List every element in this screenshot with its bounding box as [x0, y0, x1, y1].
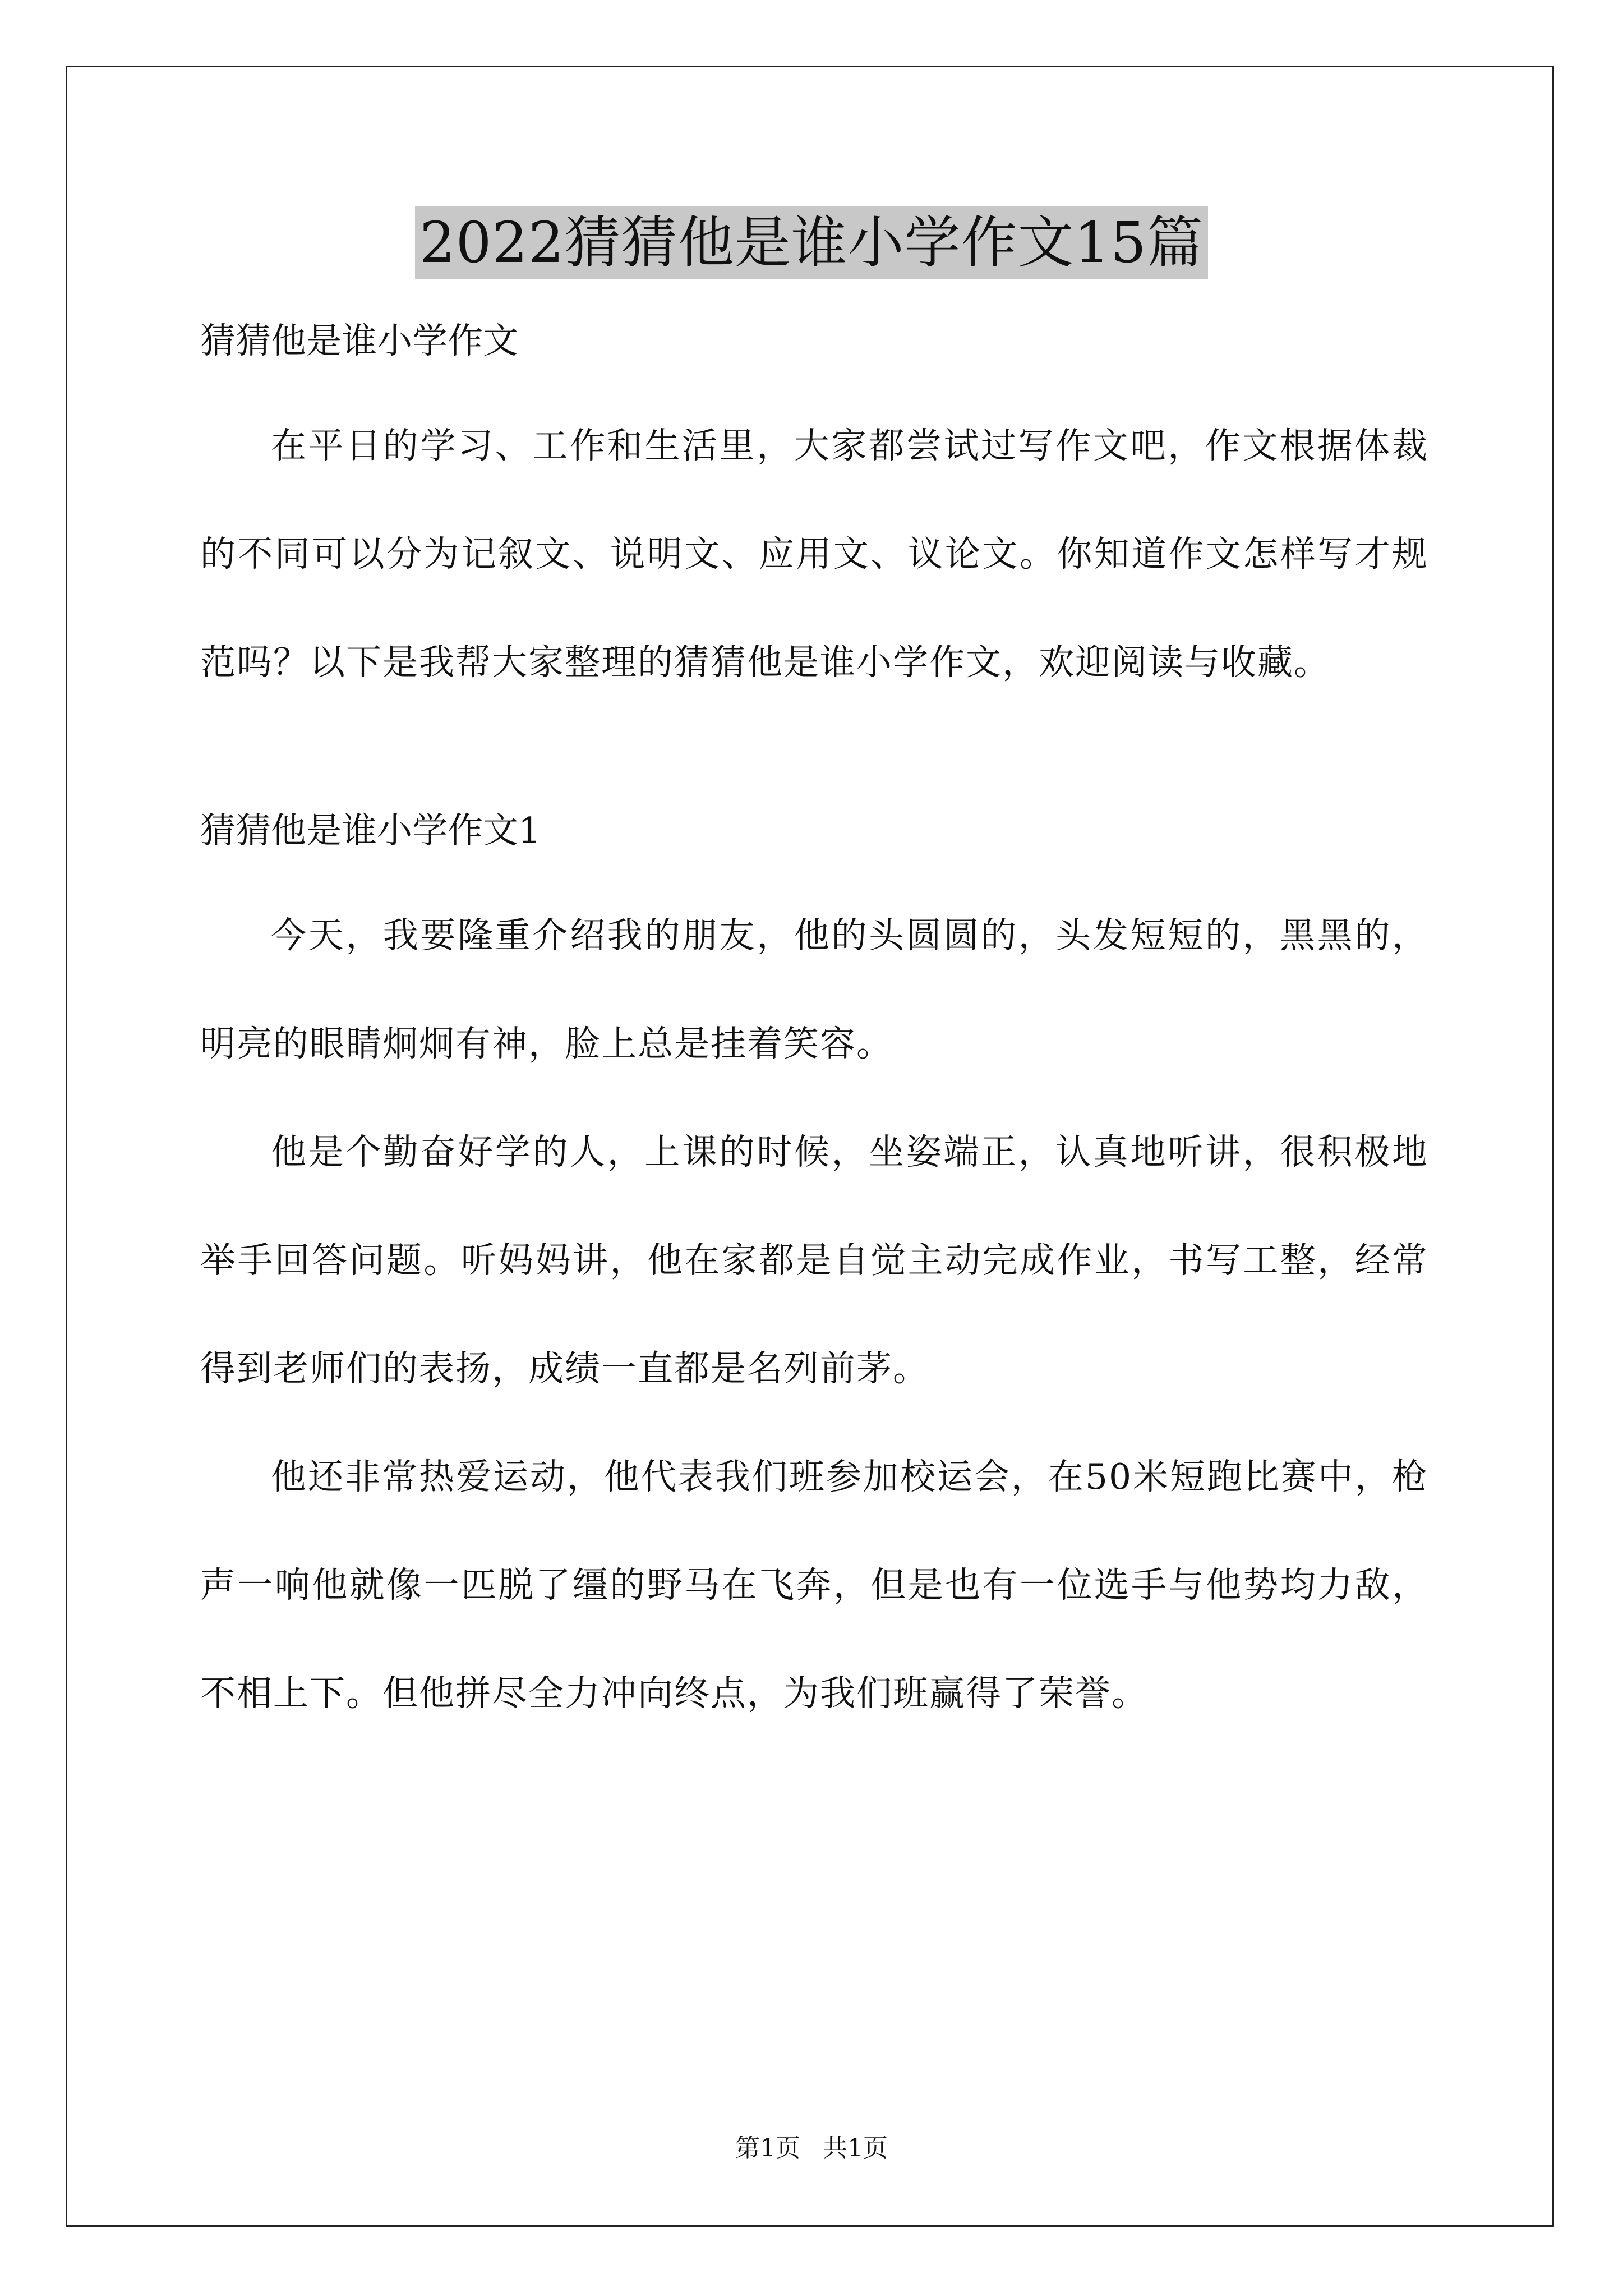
essay-paragraph: 今天，我要隆重介绍我的朋友，他的头圆圆的，头发短短的，黑黑的，明亮的眼睛炯炯有神，脸上总是挂着笑容。 — [200, 915, 1428, 1064]
intro-paragraph: 在平日的学习、工作和生活里，大家都尝试过写作文吧，作文根据体裁的不同可以分为记叙文、说明文、应用文、议论文。你知道作文怎样写才规范吗？以下是我帮大家整理的猜猜他是谁小学作文，欢迎阅读与收藏。 — [200, 425, 1428, 683]
essay-heading: 猜猜他是谁小学作文1 — [200, 810, 541, 851]
document-body — [200, 314, 1428, 1747]
page-total: 共1页 — [823, 2134, 888, 2162]
page-number: 第1页 — [735, 2134, 800, 2162]
essay-paragraph: 他是个勤奋好学的人，上课的时候，坐姿端正，认真地听讲，很积极地举手回答问题。听妈妈讲，他在家都是自觉主动完成作业，书写工整，经常得到老师们的表扬，成绩一直都是名列前茅。 — [200, 1131, 1428, 1389]
section-heading: 猜猜他是谁小学作文 — [200, 320, 518, 361]
title-container — [0, 206, 1623, 279]
page-footer — [0, 2132, 1623, 2165]
essay-paragraph: 他还非常热爱运动，他代表我们班参加校运会，在50米短跑比赛中，枪声一响他就像一匹脱了缰的野马在飞奔，但是也有一位选手与他势均力敌，不相上下。但他拼尽全力冲向终点，为我们班赢得了荣誉。 — [200, 1456, 1428, 1714]
document-title: 2022猜猜他是谁小学作文15篇 — [415, 206, 1208, 279]
